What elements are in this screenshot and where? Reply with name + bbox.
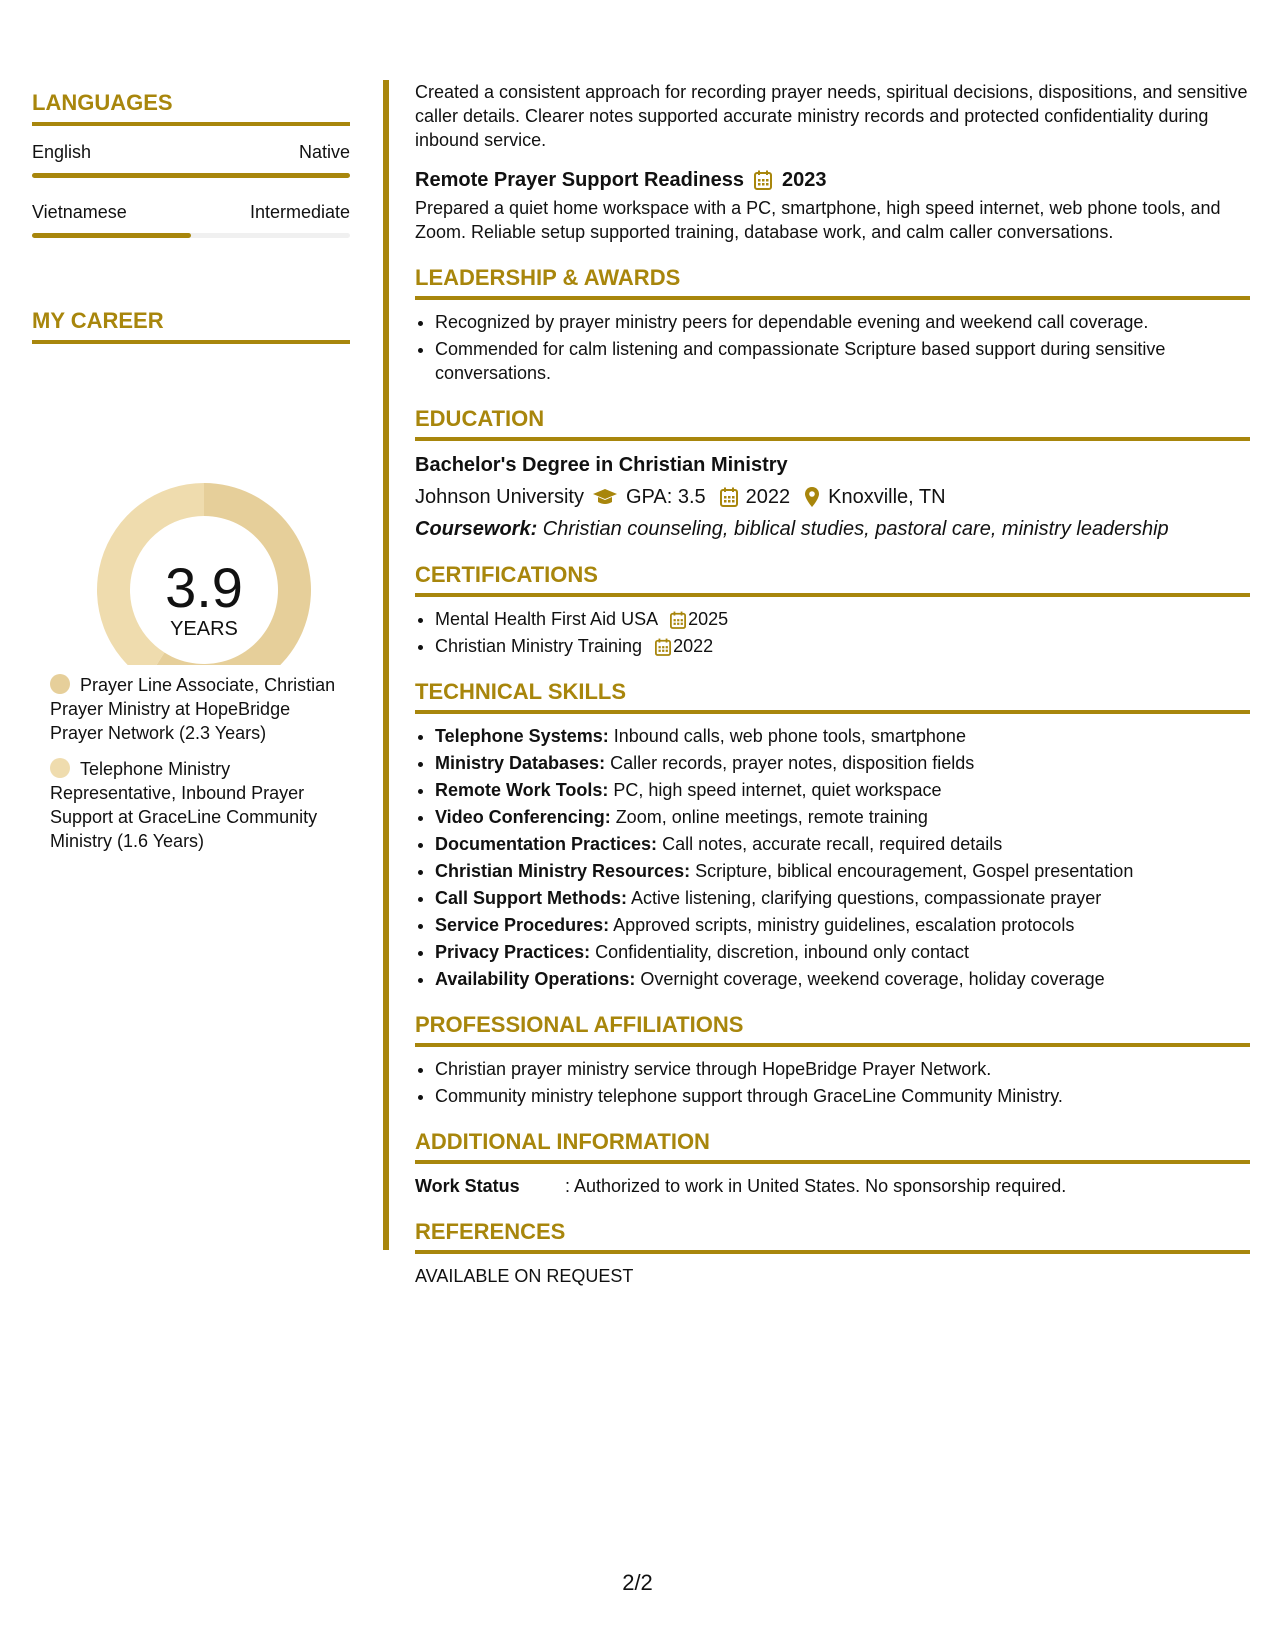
language-item-vietnamese xyxy=(32,202,350,238)
skill-item xyxy=(435,859,1250,883)
work-status-row xyxy=(415,1174,1250,1198)
skill-label: Remote Work Tools: xyxy=(435,780,609,800)
intro-paragraph: Created a consistent approach for recording prayer needs, spiritual decisions, dispositions, and sensitive caller details. Clearer notes supported accurate ministry records and protected confidentiality during inbound service. xyxy=(415,82,1248,150)
project-year: 2023 xyxy=(782,169,827,191)
career-donut-chart xyxy=(66,415,316,665)
legend-dot xyxy=(50,758,70,778)
skill-value: Caller records, prayer notes, disposition fields xyxy=(605,753,975,773)
page-number: 2/2 xyxy=(622,1570,653,1595)
skill-item xyxy=(435,751,1250,775)
skill-label: Christian Ministry Resources: xyxy=(435,861,691,881)
degree-title: Bachelor's Degree in Christian Ministry xyxy=(415,454,788,476)
certification-name: Mental Health First Aid USA xyxy=(435,609,658,629)
skill-value: Confidentiality, discretion, inbound only contact xyxy=(590,942,969,962)
career-heading: MY CAREER xyxy=(32,308,350,344)
certifications-list xyxy=(415,607,1250,658)
career-item xyxy=(50,757,340,853)
school-name: Johnson University xyxy=(415,486,584,508)
skill-item xyxy=(435,967,1250,991)
skill-item xyxy=(435,832,1250,856)
certification-item xyxy=(435,607,1250,631)
skill-label: Privacy Practices: xyxy=(435,942,591,962)
gpa: GPA: 3.5 xyxy=(625,486,706,508)
main-column xyxy=(415,80,1250,1288)
list-item: • Community ministry telephone support through GraceLine Community Ministry. xyxy=(435,1084,1250,1108)
skill-item xyxy=(435,913,1250,937)
career-item-text: Prayer Line Associate, Christian Prayer Ministry at HopeBridge Prayer Network (2.3 Years) xyxy=(50,675,336,743)
language-level: Intermediate xyxy=(249,202,350,222)
language-name: Vietnamese xyxy=(32,202,127,222)
coursework xyxy=(415,517,1250,541)
education-heading: EDUCATION xyxy=(415,407,1250,441)
certification-year: 2025 xyxy=(688,609,729,629)
career-item xyxy=(50,673,340,745)
skill-value: Overnight coverage, weekend coverage, holiday coverage xyxy=(635,969,1105,989)
technical-skills-heading: TECHNICAL SKILLS xyxy=(415,680,1250,714)
skills-list xyxy=(415,724,1250,991)
skill-item xyxy=(435,778,1250,802)
skill-label: Availability Operations: xyxy=(435,969,636,989)
language-bar-fill xyxy=(32,173,350,178)
skill-value: Active listening, clarifying questions, compassionate prayer xyxy=(627,888,1102,908)
skill-value: Zoom, online meetings, remote training xyxy=(610,807,928,827)
language-bar xyxy=(32,173,350,178)
list-item: • Recognized by prayer ministry peers for dependable evening and weekend call coverage. xyxy=(435,310,1250,334)
location-pin-icon xyxy=(804,486,820,508)
career-item-text: Telephone Ministry Representative, Inbound Prayer Support at GraceLine Community Ministry (1.6 Years) xyxy=(50,759,318,851)
skill-label: Service Procedures: xyxy=(435,915,610,935)
coursework-label: Coursework: xyxy=(415,518,538,540)
legend-dot xyxy=(50,674,70,694)
skill-label: Documentation Practices: xyxy=(435,834,658,854)
sidebar xyxy=(32,90,350,851)
skill-value: Scripture, biblical encouragement, Gospel presentation xyxy=(690,861,1134,881)
language-bar-fill xyxy=(32,233,191,238)
school-location: Knoxville, TN xyxy=(828,486,946,508)
language-bar xyxy=(32,233,350,238)
skill-item xyxy=(435,940,1250,964)
career-total: 3.9 xyxy=(165,556,243,619)
calendar-icon xyxy=(655,638,671,656)
language-level: Native xyxy=(298,142,350,162)
graduation-cap-icon xyxy=(592,488,618,506)
skill-label: Telephone Systems: xyxy=(435,726,609,746)
skill-value: Approved scripts, ministry guidelines, escalation protocols xyxy=(609,915,1075,935)
work-status-value: : Authorized to work in United States. No sponsorship required. xyxy=(565,1176,1067,1196)
skill-label: Video Conferencing: xyxy=(435,807,611,827)
career-unit: YEARS xyxy=(170,618,238,640)
calendar-icon xyxy=(670,611,686,629)
certification-item xyxy=(435,634,1250,658)
column-divider xyxy=(383,80,389,1250)
leadership-list xyxy=(415,310,1250,385)
work-status-label: Work Status xyxy=(415,1176,520,1196)
language-name: English xyxy=(32,142,92,162)
calendar-icon xyxy=(720,487,738,507)
certifications-heading: CERTIFICATIONS xyxy=(415,563,1250,597)
skill-value: Inbound calls, web phone tools, smartphone xyxy=(608,726,966,746)
project-title: Remote Prayer Support Readiness xyxy=(415,169,744,191)
calendar-icon xyxy=(754,170,772,190)
certification-name: Christian Ministry Training xyxy=(435,636,643,656)
leadership-heading: LEADERSHIP & AWARDS xyxy=(415,266,1250,300)
affiliations-heading: PROFESSIONAL AFFILIATIONS xyxy=(415,1013,1250,1047)
skill-value: Call notes, accurate recall, required details xyxy=(657,834,1003,854)
coursework-text: Christian counseling, biblical studies, pastoral care, ministry leadership xyxy=(537,518,1169,540)
list-item: • Christian prayer ministry service through HopeBridge Prayer Network. xyxy=(435,1057,1250,1081)
skill-label: Call Support Methods: xyxy=(435,888,627,908)
graduation-year: 2022 xyxy=(745,486,791,508)
skill-value: PC, high speed internet, quiet workspace xyxy=(608,780,942,800)
certification-year: 2022 xyxy=(673,636,714,656)
additional-info-heading: ADDITIONAL INFORMATION xyxy=(415,1130,1250,1164)
affiliations-list xyxy=(415,1057,1250,1108)
languages-heading: LANGUAGES xyxy=(32,90,350,126)
skill-item xyxy=(435,886,1250,910)
list-item: • Commended for calm listening and compassionate Scripture based support during sensitive conversations. xyxy=(435,337,1250,385)
references-text: AVAILABLE ON REQUEST xyxy=(415,1266,634,1286)
career-list xyxy=(50,673,340,865)
language-item-english xyxy=(32,142,350,178)
skill-item xyxy=(435,805,1250,829)
education-details xyxy=(415,485,1250,509)
references-heading: REFERENCES xyxy=(415,1220,1250,1254)
project-description: Prepared a quiet home workspace with a PC, smartphone, high speed internet, web phone tools, and Zoom. Reliable setup supported training, database work, and calm caller conversations. xyxy=(415,198,1221,242)
project-header xyxy=(415,168,1250,192)
skill-item xyxy=(435,724,1250,748)
skill-label: Ministry Databases: xyxy=(435,753,606,773)
